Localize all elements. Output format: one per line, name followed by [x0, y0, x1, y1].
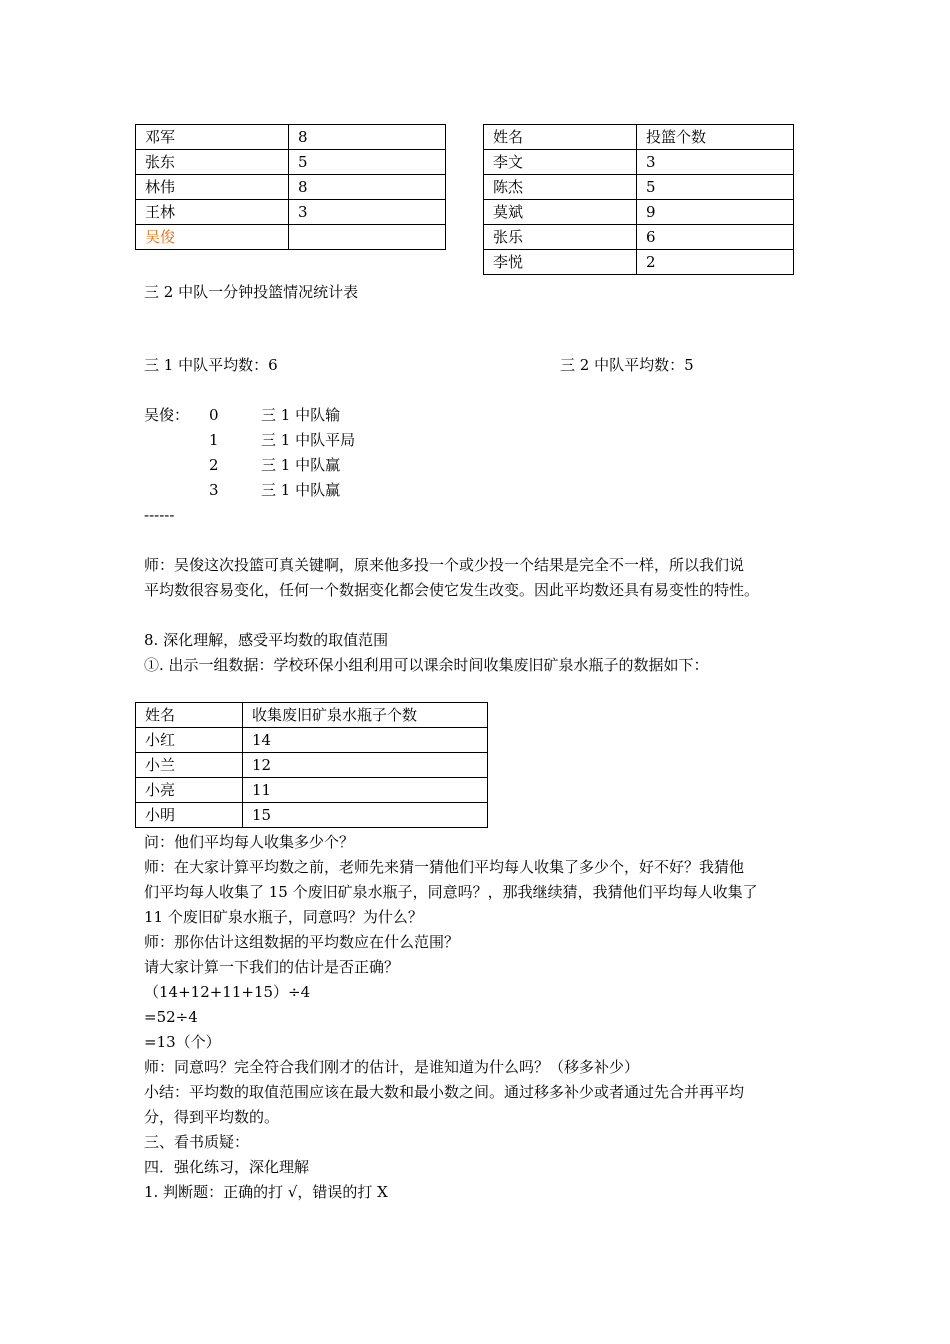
- average-class-2: 三 2 中队平均数：5: [560, 356, 694, 374]
- formula-line: =52÷4: [144, 1008, 198, 1026]
- body-line: 请大家计算一下我们的估计是否正确？: [144, 958, 400, 976]
- count-cell: 2: [637, 250, 794, 275]
- body-line: 11 个废旧矿泉水瓶子，同意吗？为什么？: [144, 908, 423, 926]
- table-row: [136, 175, 446, 200]
- name-cell: 陈杰: [484, 175, 637, 200]
- header-name: 姓名: [484, 125, 637, 150]
- exercise-heading: 1. 判断题：正确的打 √，错误的打 X: [144, 1183, 388, 1201]
- count-cell: 9: [637, 200, 794, 225]
- table-row: [484, 200, 794, 225]
- name-cell: 小红: [136, 728, 243, 753]
- count-cell: 14: [243, 728, 488, 753]
- table-bottles: [135, 702, 488, 828]
- section-8-intro: ①. 出示一组数据：学校环保小组利用可以课余时间收集废旧矿泉水瓶子的数据如下：: [144, 656, 709, 674]
- header-name: 姓名: [136, 703, 243, 728]
- summary-line: 分，得到平均数的。: [144, 1108, 280, 1126]
- count-cell: 12: [243, 753, 488, 778]
- dash-separator: ------: [144, 506, 175, 524]
- table-row: [136, 200, 446, 225]
- table-row: [136, 753, 488, 778]
- table-header-row: [484, 125, 794, 150]
- count-cell: 8: [289, 175, 446, 200]
- count-cell: 3: [289, 200, 446, 225]
- name-cell: 小明: [136, 803, 243, 828]
- section-heading: 三、看书质疑：: [144, 1133, 250, 1151]
- table-header-row: [136, 703, 488, 728]
- scenario-number: 3: [209, 481, 219, 499]
- name-cell: 王林: [136, 200, 289, 225]
- count-cell: 8: [289, 125, 446, 150]
- name-cell: 小亮: [136, 778, 243, 803]
- name-cell: 小兰: [136, 753, 243, 778]
- name-cell: 林伟: [136, 175, 289, 200]
- name-cell: 李悦: [484, 250, 637, 275]
- scenario-number: 0: [209, 406, 219, 424]
- header-count: 投篮个数: [637, 125, 794, 150]
- table-row: [484, 250, 794, 275]
- formula-line: =13（个）: [144, 1033, 221, 1051]
- table-row: [136, 225, 446, 250]
- average-class-1: 三 1 中队平均数：6: [144, 356, 278, 374]
- scenario-number: 1: [209, 431, 219, 449]
- table-right: [483, 124, 794, 275]
- name-cell-highlighted: 吴俊: [136, 225, 289, 250]
- name-cell: 张东: [136, 150, 289, 175]
- scenario-result: 三 1 中队赢: [261, 481, 341, 499]
- table-row: [136, 125, 446, 150]
- scenario-result: 三 1 中队赢: [261, 456, 341, 474]
- count-cell: 3: [637, 150, 794, 175]
- scenario-result: 三 1 中队输: [261, 406, 341, 424]
- wujun-label: 吴俊：: [144, 406, 190, 424]
- table-row: [484, 225, 794, 250]
- summary-line: 小结：平均数的取值范围应该在最大数和最小数之间。通过移多补少或者通过先合并再平均: [144, 1083, 745, 1101]
- body-line: 们平均每人收集了 15 个废旧矿泉水瓶子，同意吗？，那我继续猜，我猜他们平均每人收集了: [144, 883, 758, 901]
- table-row: [136, 728, 488, 753]
- count-cell: 6: [637, 225, 794, 250]
- count-cell: 5: [637, 175, 794, 200]
- table-row: [136, 803, 488, 828]
- table-left: [135, 124, 446, 250]
- table-row: [136, 778, 488, 803]
- section-8-title: 8. 深化理解，感受平均数的取值范围: [144, 631, 389, 649]
- table-caption: 三 2 中队一分钟投篮情况统计表: [144, 283, 359, 301]
- formula-line: （14+12+11+15）÷4: [144, 983, 311, 1001]
- name-cell: 莫斌: [484, 200, 637, 225]
- body-line: 问：他们平均每人收集多少个？: [144, 833, 355, 851]
- name-cell: 李文: [484, 150, 637, 175]
- section-heading: 四．强化练习，深化理解: [144, 1158, 310, 1176]
- header-count: 收集废旧矿泉水瓶子个数: [243, 703, 488, 728]
- body-line: 师：同意吗？完全符合我们刚才的估计，是谁知道为什么吗？（移多补少）: [144, 1058, 640, 1076]
- teacher-note-line: 师：吴俊这次投篮可真关键啊，原来他多投一个或少投一个结果是完全不一样，所以我们说: [144, 556, 745, 574]
- table-row: [484, 175, 794, 200]
- body-line: 师：那你估计这组数据的平均数应在什么范围？: [144, 933, 460, 951]
- count-cell: 11: [243, 778, 488, 803]
- body-line: 师：在大家计算平均数之前，老师先来猜一猜他们平均每人收集了多少个，好不好？我猜他: [144, 858, 745, 876]
- scenario-result: 三 1 中队平局: [261, 431, 356, 449]
- table-row: [484, 150, 794, 175]
- table-row: [136, 150, 446, 175]
- count-cell-empty: [289, 225, 446, 250]
- name-cell: 张乐: [484, 225, 637, 250]
- scenario-number: 2: [209, 456, 219, 474]
- count-cell: 15: [243, 803, 488, 828]
- name-cell: 邓军: [136, 125, 289, 150]
- count-cell: 5: [289, 150, 446, 175]
- teacher-note-line: 平均数很容易变化，任何一个数据变化都会使它发生改变。因此平均数还具有易变性的特性。: [144, 581, 760, 599]
